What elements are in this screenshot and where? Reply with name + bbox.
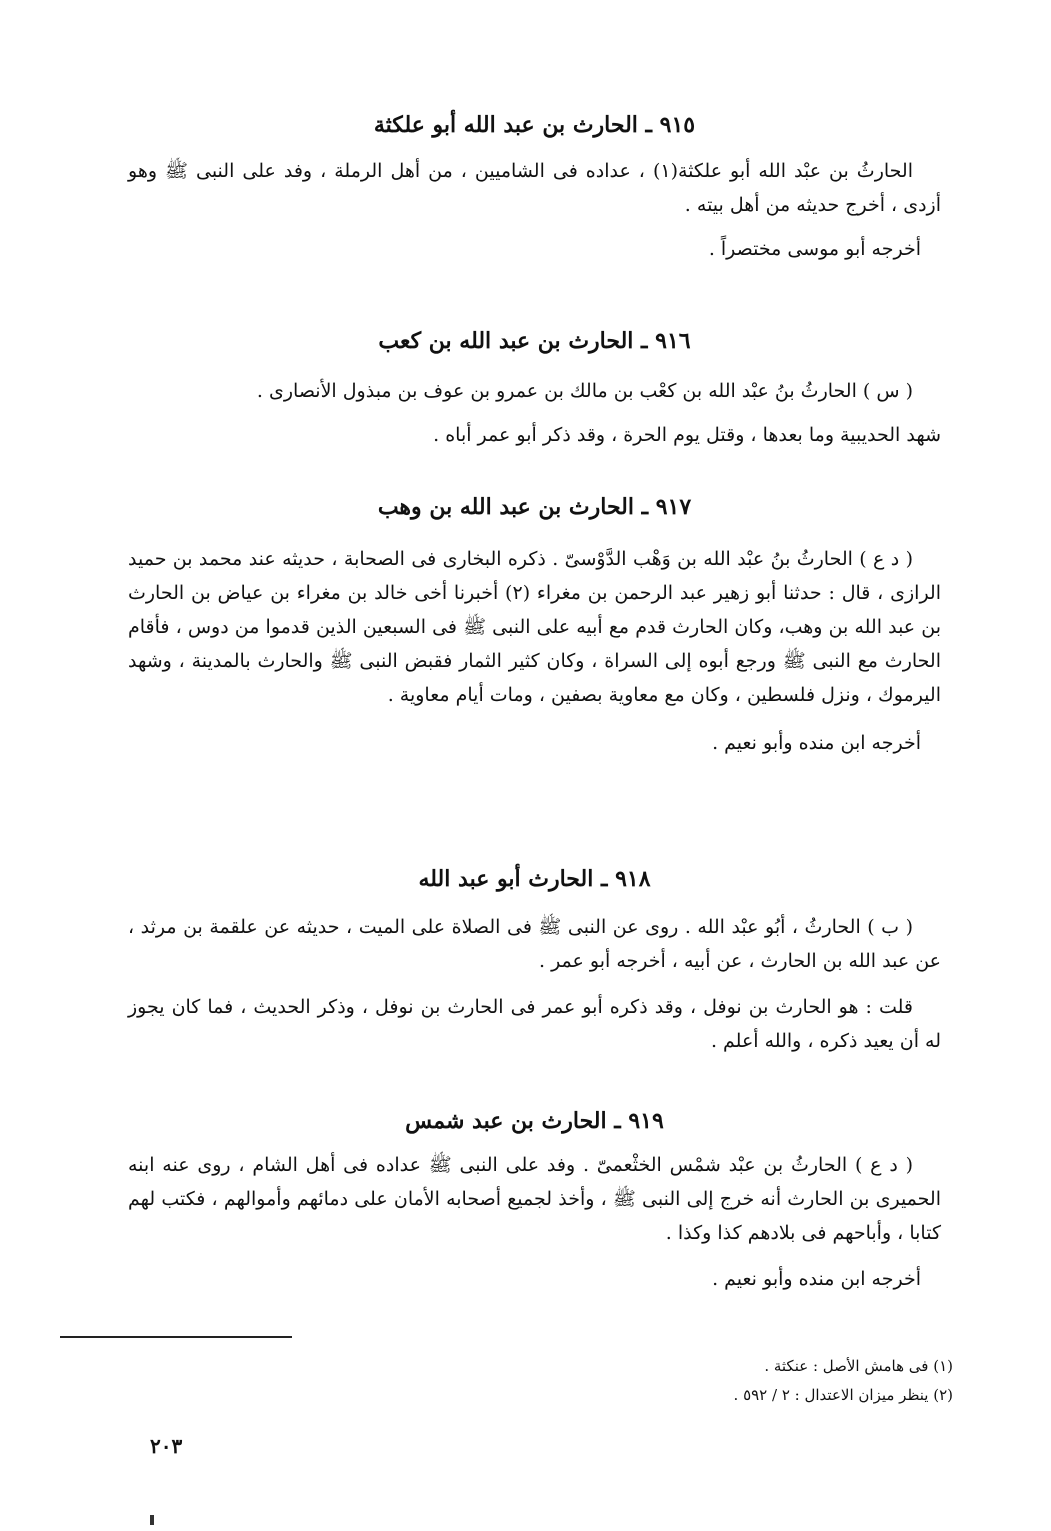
scan-speck (150, 1515, 154, 1525)
entry-paragraph: ( س ) الحارثُ بنُ عبْد الله بن كعْب بن مالك بن عمرو بن عوف بن مبذول الأنصارى . (256, 380, 913, 402)
entry-paragraph: شهد الحديبية وما بعدها ، وقتل يوم الحرة ، وقد ذكر أبو عمر أباه . (433, 424, 941, 446)
entry-paragraph: أخرجه أبو موسى مختصراً . (708, 238, 921, 260)
entry-paragraph: أخرجه ابن منده وأبو نعيم . (712, 732, 921, 754)
entry-919 (128, 1108, 941, 1296)
entry-paragraph: ( ب ) الحارثُ ، أبُو عبْد الله . روى عن النبى ﷺ فى الصلاة على الميت ، حديثه عن علقمة بن مرثد ، عن عبد الله بن الحارث ، عن أبيه ، أخرجه أبو عمر . (128, 916, 941, 972)
entry-917 (128, 494, 941, 760)
page-number: ٢٠٣ (150, 1434, 183, 1458)
footnotes (253, 1352, 953, 1410)
entry-paragraph: ( د ع ) الحارثُ بنُ عبْد الله بن وَهْب الدَّوْسىّ . ذكره البخارى فى الصحابة ، حديثه عند محمد بن حميد الرازى ، قال : حدثنا أبو زهير عبد الرحمن بن مغراء (٢) أخبرنا أخى خالد بن مغراء بن عياض بن الحارث بن عبد الله بن وهب، وكان الحارث قدم مع أبيه على النبى ﷺ فى السبعين الذين قدموا من دوس ، فأقام الحارث مع النبى ﷺ ورجع أبوه إلى السراة ، وكان كثير الثمار فقبض النبى ﷺ والحارث بالمدينة ، وشهد اليرموك ، ونزل فلسطين ، وكان مع معاوية بصفين ، ومات أيام معاوية . (128, 548, 942, 706)
entry-paragraph: الحارثُ بن عبْد الله أبو علكثة(١) ، عداده فى الشاميين ، من أهل الرملة ، وفد على النبى ﷺ وهو أزدى ، أخرج حديثه من أهل بيته . (128, 160, 941, 216)
footnote-2: (٢) ينظر ميزان الاعتدال : ٢ / ٥٩٢ . (733, 1386, 953, 1404)
entry-title: ٩١٨ ـ الحارث أبو عبد الله (418, 866, 651, 892)
footnote-1: (١) فى هامش الأصل : عنكثة . (764, 1357, 953, 1375)
entry-paragraph: ( د ع ) الحارثُ بن عبْد شمْس الخثْعمىّ . وفد على النبى ﷺ عداده فى أهل الشام ، روى عنه ابنه الحميرى بن الحارث أنه خرج إلى النبى ﷺ ، وأخذ لجميع أصحابه الأمان على دمائهم وأموالهم ، فكتب لهم كتابا ، وأباحهم فى بلادهم كذا وكذا . (128, 1154, 941, 1244)
entry-title: ٩١٦ ـ الحارث بن عبد الله بن كعب (378, 328, 691, 354)
entry-title: ٩١٥ ـ الحارث بن عبد الله أبو علكثة (373, 112, 696, 138)
entry-915 (128, 112, 941, 266)
entry-title: ٩١٧ ـ الحارث بن عبد الله بن وهب (377, 494, 692, 520)
entry-paragraph: قلت : هو الحارث بن نوفل ، وقد ذكره أبو عمر فى الحارث بن نوفل ، وذكر الحديث ، فما كان يجوز له أن يعيد ذكره ، والله أعلم . (128, 996, 941, 1052)
entry-paragraph: أخرجه ابن منده وأبو نعيم . (712, 1268, 921, 1290)
entry-title: ٩١٩ ـ الحارث بن عبد شمس (405, 1108, 664, 1134)
entry-918 (128, 866, 941, 1058)
entry-916 (128, 328, 941, 452)
footnote-divider (60, 1336, 292, 1338)
